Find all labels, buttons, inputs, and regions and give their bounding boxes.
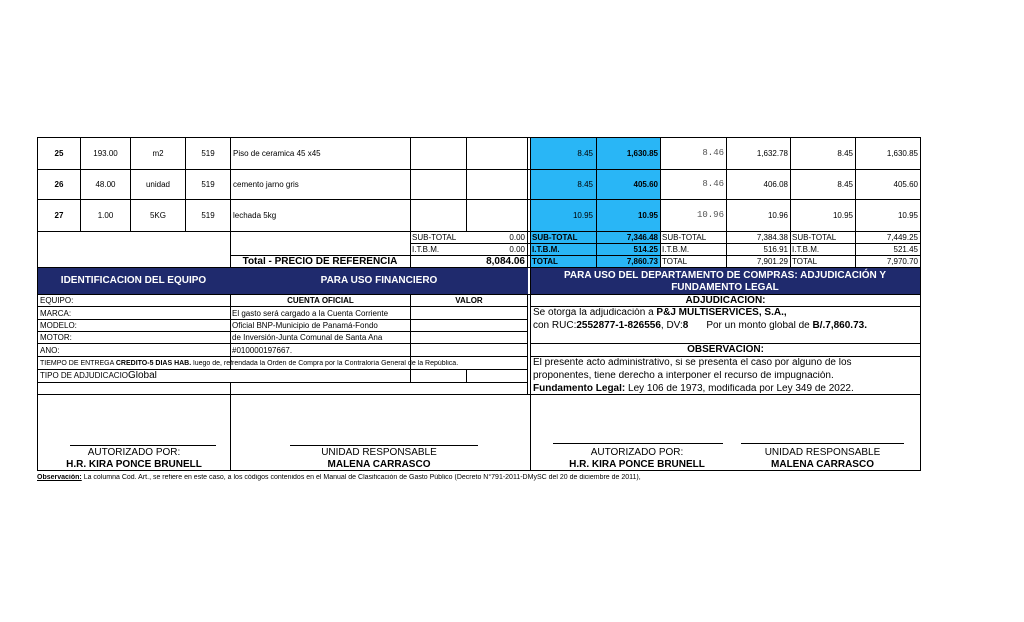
observacion-line-2: proponentes, tiene derecho a interponer el recurso de impugnación. [533,371,834,381]
tiempo-entrega-value: CRÉDITO-5 DÍAS HÁB. [115,360,192,367]
item-code: 519 [201,150,215,158]
item-number: 25 [54,150,64,158]
header-identificacion-equipo: IDENTIFICACION DEL EQUIPO [37,268,230,294]
item-unit: unidad [145,181,171,189]
signature-3-title: AUTORIZADO POR: [590,447,684,458]
p2-itbm-value: 516.91 [763,246,788,254]
p1-total-value: 7,860.73 [626,258,658,266]
adjudicacion-company: P&J MULTISERVICES, S.A., [656,308,787,318]
proponent-3-total: 405.60 [893,181,918,189]
signature-4-name: MALENA CARRASCO [771,459,874,470]
p3-subtotal-label: SUB-TOTAL [792,234,837,242]
p2-total-label: TOTAL [662,258,688,266]
fundamento-label: Fundamento Legal: [533,384,626,394]
proponent-3-total: 1,630.85 [886,150,918,158]
ref-total-value: 8,084.06 [486,257,525,267]
tipo-adjudicacion-label: TIPO DE ADJUDICACIÓ [40,372,128,380]
header-uso-financiero: PARA USO FINANCIERO [230,268,528,294]
ref-subtotal-label: SUB-TOTAL [412,234,457,242]
p2-total-value: 7,901.29 [756,258,788,266]
item-description: Piso de ceramica 45 x45 [233,150,321,158]
cuenta-oficial-header: CUENTA OFICIAL [287,297,354,305]
p3-total-label: TOTAL [792,258,818,266]
p1-itbm-value: 514.25 [633,246,658,254]
ref-itbm-value: 0.00 [509,246,525,254]
p3-itbm-label: I.T.B.M. [792,246,820,254]
observacion-line-1: El presente acto administrativo, si se presenta el caso por alguno de los [533,358,852,368]
signature-line-3 [553,443,723,444]
p3-total-value: 7,970.70 [886,258,918,266]
p3-subtotal-value: 7,449.25 [886,234,918,242]
fundamento-legal [533,384,919,394]
item-quantity: 193.00 [93,150,118,158]
ref-itbm-label: I.T.B.M. [412,246,440,254]
cuenta-line-1: El gasto será cargado a la Cuenta Corriente [232,310,389,318]
item-description: lechada 5kg [233,212,277,220]
tipo-adjudicacion-value: Global [128,371,157,381]
signature-line-2 [290,445,478,446]
proponent-1-total: 10.95 [637,212,658,220]
signature-1-name: H.R. KIRA PONCE BRUNELL [66,459,202,470]
motor-label: MOTOR: [40,334,72,342]
item-number: 26 [54,181,64,189]
signature-2-title: UNIDAD RESPONSABLE [321,447,437,458]
proponent-1-unit-price: 10.95 [572,212,593,220]
valor-header: VALOR [455,297,483,305]
footnote-label: Observación: [37,474,82,481]
proponent-2-total: 10.96 [767,212,788,220]
proponent-1-unit-price: 8.45 [577,181,593,189]
modelo-label: MODELO: [40,322,77,330]
signature-3-name: H.R. KIRA PONCE BRUNELL [569,459,705,470]
header-compras-line1: PARA USO DEL DEPARTAMENTO DE COMPRAS: ADJUDICACIÓN Y [563,270,887,281]
proponent-2-unit-price: 8.46 [702,180,724,189]
signature-1-title: AUTORIZADO POR: [87,447,181,458]
proponent-3-total: 10.95 [897,212,918,220]
adjudicacion-ruc [533,321,919,331]
proponent-1-unit-price: 8.45 [577,150,593,158]
item-code: 519 [201,181,215,189]
footnote-text: La columna Cod. Art., se refiere en este caso, a los códigos contenidos en el Manual de Clasificación de Gasto Público (Decreto N°791-2011-DMySC del 20 de diciembre de 2011), [81,474,641,481]
ref-total-label: Total - PRECIO DE REFERENCIA [242,257,398,267]
proponent-3-unit-price: 10.95 [832,212,853,220]
adjudicacion-intro: Se otorga la adjudicación a [533,308,657,318]
item-unit: m2 [152,150,164,158]
footnote [37,474,921,481]
anio-label: AÑO: [40,347,60,355]
p1-subtotal-value: 7,346.48 [626,234,658,242]
tiempo-entrega-label: TIEMPO DE ENTREGA [40,360,114,367]
signature-2-name: MALENA CARRASCO [327,459,431,470]
signature-line-4 [741,443,904,444]
tiempo-entrega-detail: luego de, refrendada la Orden de Compra por la Contraloría General de la República. [193,360,459,367]
proponent-2-unit-price: 10.96 [696,211,724,220]
tiempo-entrega-row [40,360,526,367]
p1-total-label: TOTAL [532,258,558,266]
item-quantity: 1.00 [97,212,114,220]
dv-prefix: , DV: [660,321,683,331]
ruc-prefix: con RUC: [533,321,577,331]
cuenta-line-4: #010000197667. [232,347,293,355]
signature-4-title: UNIDAD RESPONSABLE [764,447,881,458]
fundamento-text: Ley 106 de 1973, modificada por Ley 349 de 2022. [625,384,854,394]
dv-value: 8 [682,321,689,331]
signature-line-1 [70,445,216,446]
item-unit: 5KG [149,212,166,220]
adjudicacion-text [533,308,919,318]
item-description: cemento jarno gris [233,181,299,189]
p1-itbm-label: I.T.B.M. [532,246,560,254]
item-number: 27 [54,212,64,220]
proponent-3-unit-price: 8.45 [837,150,853,158]
proponent-2-unit-price: 8.46 [702,149,724,158]
adjudicacion-header: ADJUDICACIÓN: [685,296,766,306]
ref-subtotal-value: 0.00 [509,234,525,242]
header-uso-compras [530,268,920,294]
p2-subtotal-label: SUB-TOTAL [662,234,707,242]
observacion-header: OBSERVACIÓN: [687,345,764,355]
proponent-2-total: 1,632.78 [756,150,788,158]
monto-value: B/.7,860.73. [812,321,867,331]
cuenta-line-2: Oficial BNP-Municipio de Panamá-Fondo [232,322,378,330]
p2-subtotal-value: 7,384.38 [756,234,788,242]
marca-label: MARCA: [40,310,72,318]
header-compras-line2: FUNDAMENTO LEGAL [671,282,779,293]
item-quantity: 48.00 [95,181,116,189]
ruc-value: 2552877-1-826556 [576,321,661,331]
item-code: 519 [201,212,215,220]
p2-itbm-label: I.T.B.M. [662,246,690,254]
p1-subtotal-label: SUB-TOTAL [532,234,578,242]
proponent-1-total: 405.60 [633,181,658,189]
proponent-2-total: 406.08 [763,181,788,189]
equipo-label: EQUIPO: [40,297,74,305]
monto-prefix: Por un monto global de [706,321,813,331]
p3-itbm-value: 521.45 [893,246,918,254]
proponent-1-total: 1,630.85 [626,150,658,158]
cuenta-line-3: de Inversión-Junta Comunal de Santa Ana [232,334,383,342]
proponent-3-unit-price: 8.45 [837,181,853,189]
